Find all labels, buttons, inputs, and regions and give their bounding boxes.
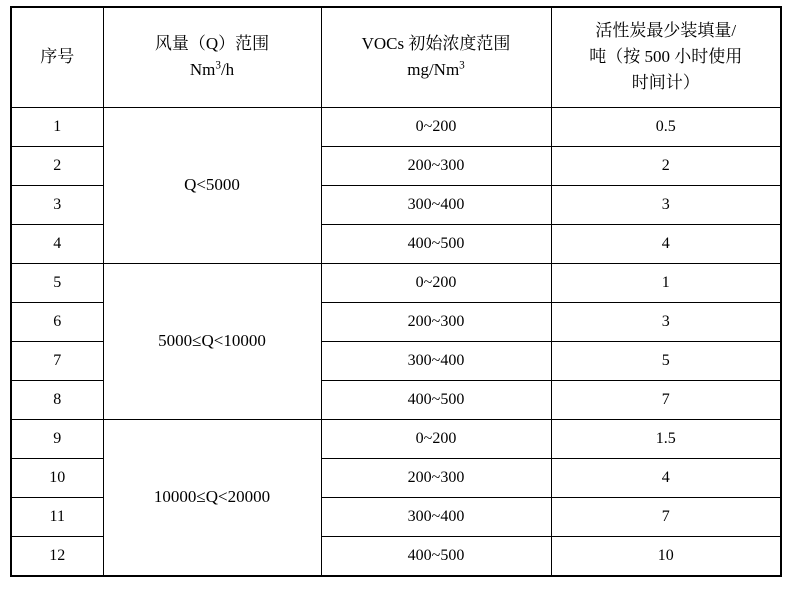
cell-voc: 0~200 <box>321 263 551 302</box>
cell-carbon: 0.5 <box>551 107 781 146</box>
column-header-voc-line-1: VOCs 初始浓度范围 <box>361 33 511 53</box>
cell-airflow-group: 5000≤Q<10000 <box>103 263 321 419</box>
activated-carbon-spec-table <box>10 6 782 577</box>
cell-carbon: 5 <box>551 341 781 380</box>
cell-carbon: 2 <box>551 146 781 185</box>
cell-no: 9 <box>11 419 103 458</box>
cell-airflow-group: Q<5000 <box>103 107 321 263</box>
cell-no: 10 <box>11 458 103 497</box>
table-row <box>11 107 781 146</box>
table-header-row <box>11 7 781 107</box>
cell-carbon: 1 <box>551 263 781 302</box>
airflow-unit-exponent: 3 <box>215 59 221 72</box>
cell-no: 11 <box>11 497 103 536</box>
column-header-no-line-1: 序号 <box>40 47 75 67</box>
cell-no: 5 <box>11 263 103 302</box>
cell-voc: 400~500 <box>321 380 551 419</box>
cell-voc: 0~200 <box>321 107 551 146</box>
cell-voc: 200~300 <box>321 458 551 497</box>
column-header-carbon-line-1: 活性炭最少装填量/ <box>595 20 737 40</box>
cell-carbon: 4 <box>551 458 781 497</box>
column-header-voc-line-2: mg/Nm$^3$ <box>407 59 465 80</box>
cell-carbon: 4 <box>551 224 781 263</box>
cell-no: 6 <box>11 302 103 341</box>
column-header-airflow-line-2: Nm$^3$/h <box>189 59 235 80</box>
cell-no: 7 <box>11 341 103 380</box>
cell-carbon: 7 <box>551 380 781 419</box>
cell-airflow-group: 10000≤Q<20000 <box>103 419 321 576</box>
column-header-carbon-line-3: 时间计） <box>631 73 700 93</box>
column-header-voc <box>321 7 551 107</box>
cell-no: 2 <box>11 146 103 185</box>
cell-voc: 300~400 <box>321 497 551 536</box>
table-row <box>11 263 781 302</box>
column-header-no <box>11 7 103 107</box>
cell-carbon: 7 <box>551 497 781 536</box>
table-header <box>11 7 781 107</box>
cell-voc: 300~400 <box>321 185 551 224</box>
cell-voc: 400~500 <box>321 224 551 263</box>
cell-carbon: 1.5 <box>551 419 781 458</box>
cell-voc: 200~300 <box>321 302 551 341</box>
cell-no: 3 <box>11 185 103 224</box>
table-body <box>11 107 781 576</box>
cell-voc: 400~500 <box>321 536 551 576</box>
cell-carbon: 3 <box>551 185 781 224</box>
cell-voc: 300~400 <box>321 341 551 380</box>
document-page <box>0 6 792 604</box>
column-header-airflow <box>103 7 321 107</box>
voc-unit-exponent: 3 <box>459 59 465 72</box>
cell-voc: 200~300 <box>321 146 551 185</box>
cell-no: 8 <box>11 380 103 419</box>
column-header-carbon <box>551 7 781 107</box>
cell-no: 4 <box>11 224 103 263</box>
cell-carbon: 10 <box>551 536 781 576</box>
cell-carbon: 3 <box>551 302 781 341</box>
cell-voc: 0~200 <box>321 419 551 458</box>
column-header-carbon-line-2: 吨（按 500 小时使用 <box>589 47 743 67</box>
cell-no: 12 <box>11 536 103 576</box>
cell-no: 1 <box>11 107 103 146</box>
column-header-airflow-line-1: 风量（Q）范围 <box>154 33 270 53</box>
table-row <box>11 419 781 458</box>
